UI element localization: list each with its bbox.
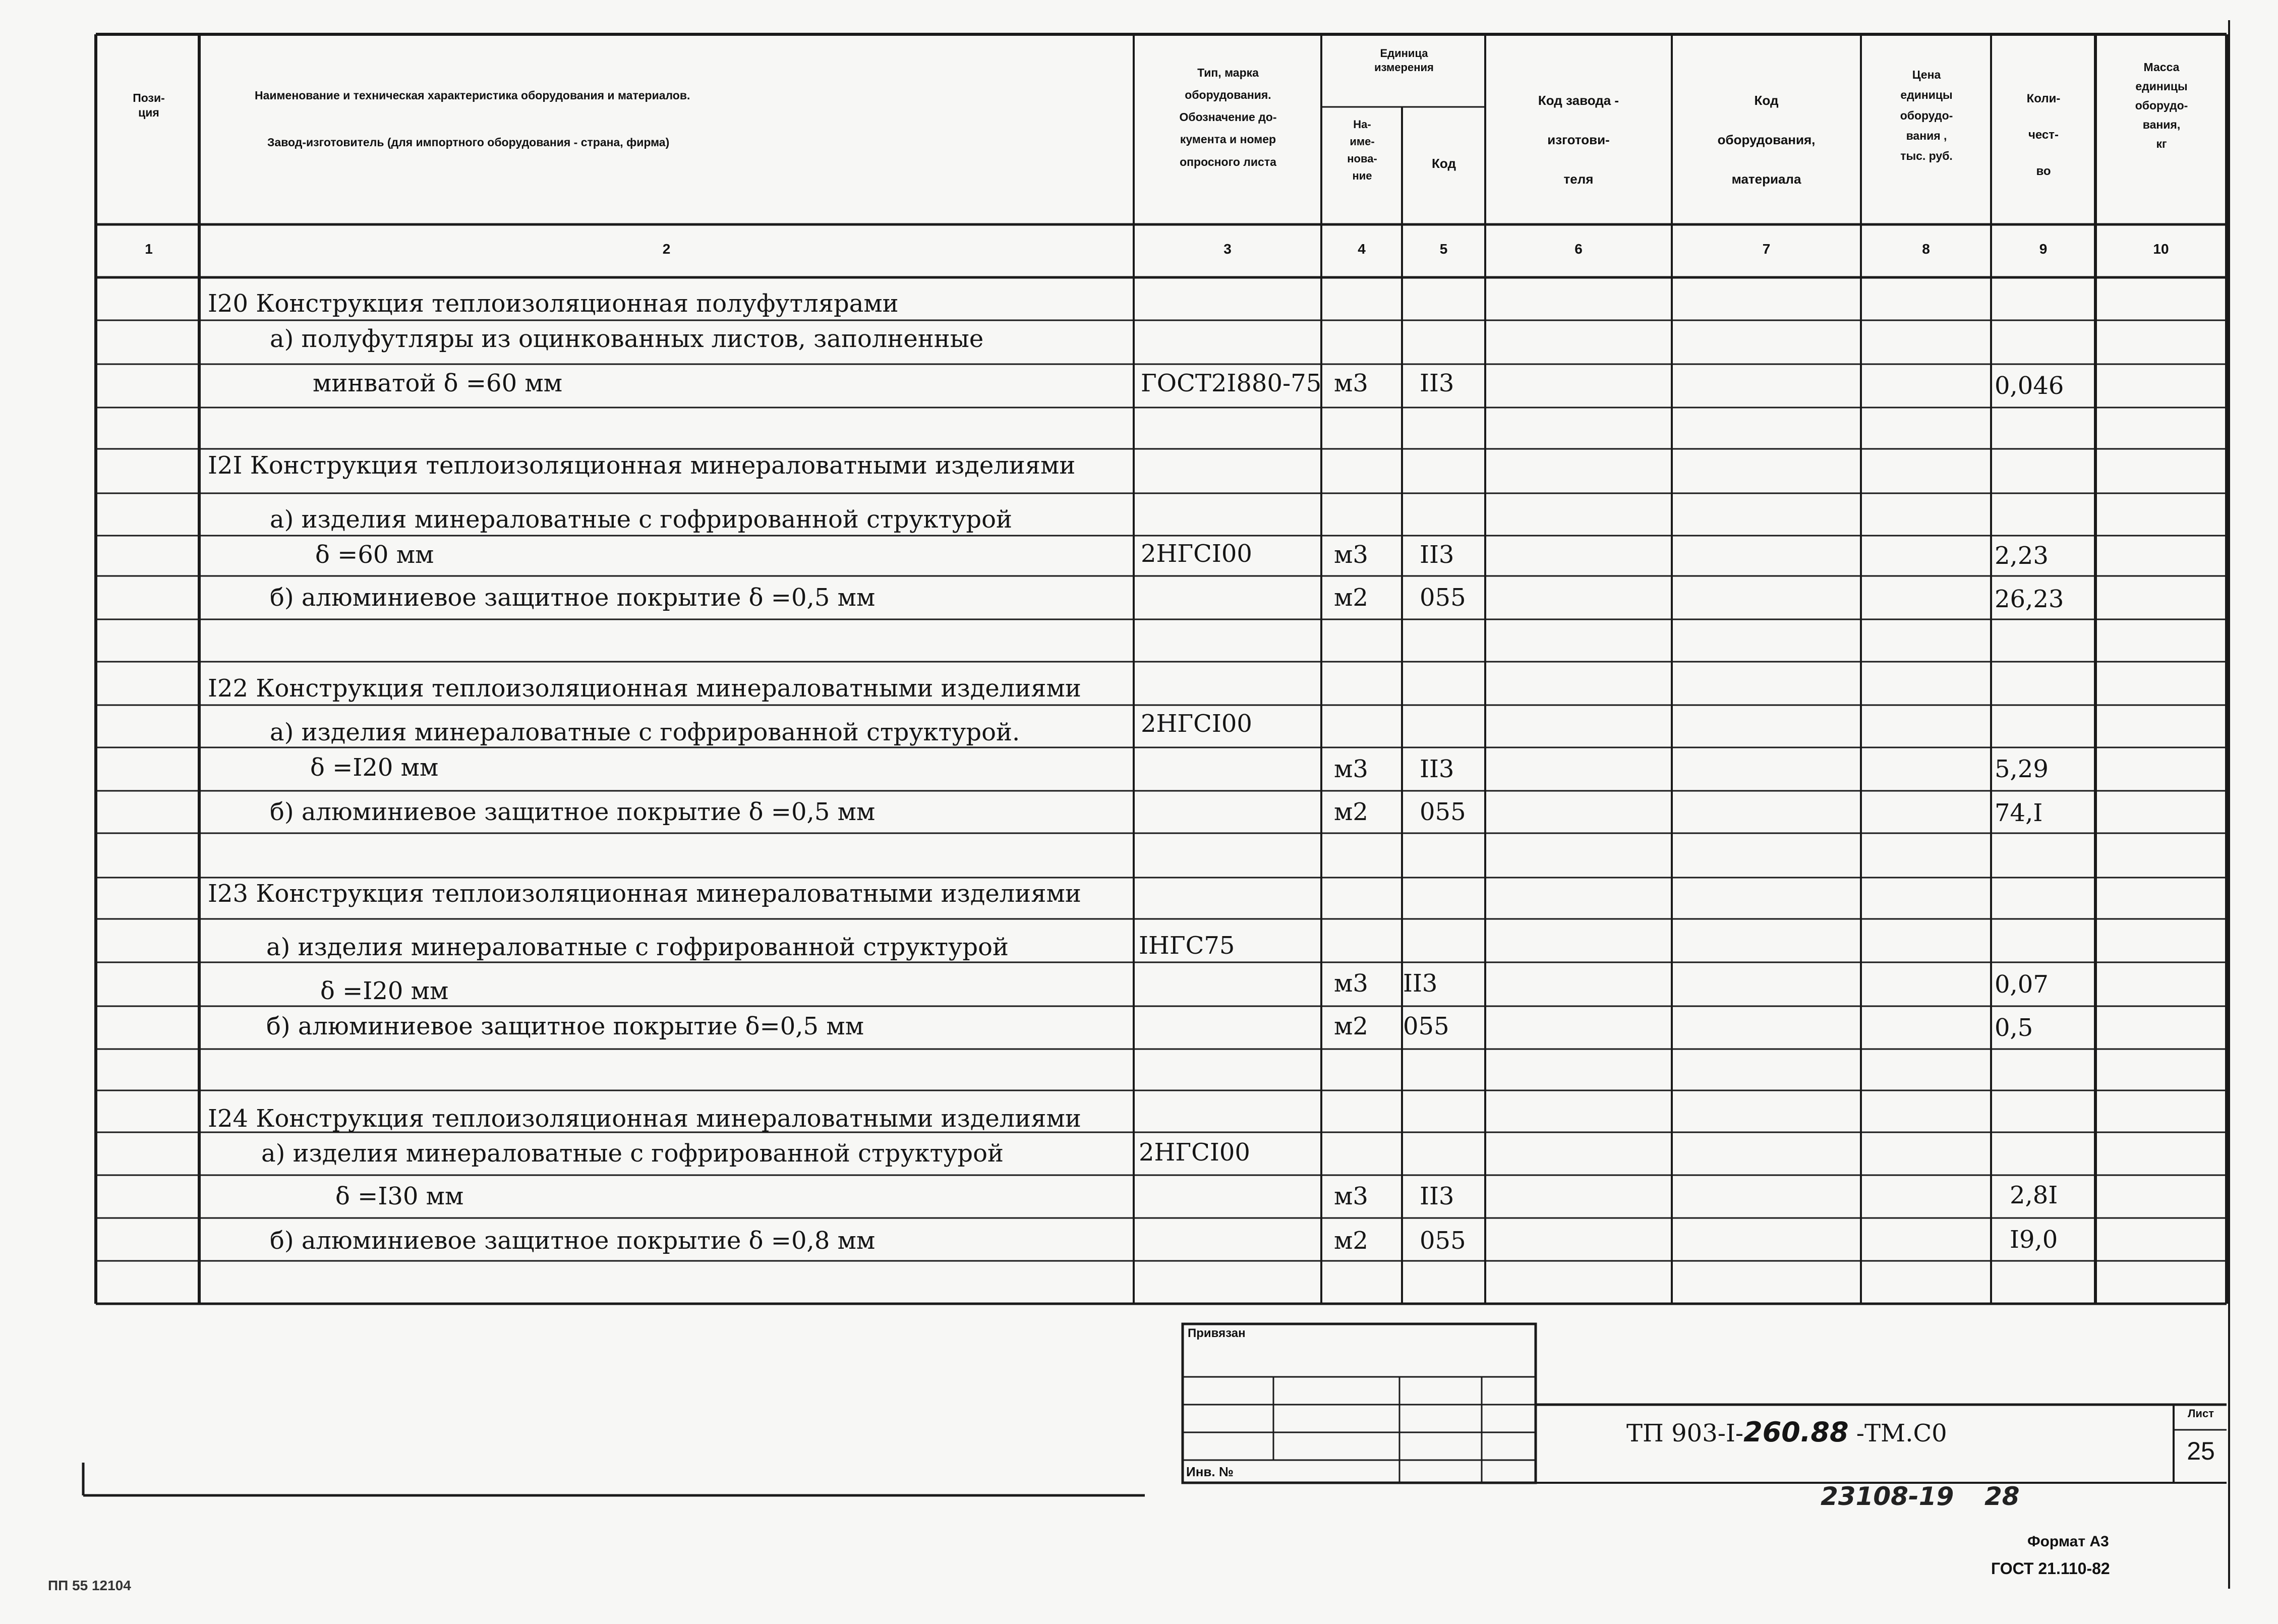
col-number-10: 10 <box>2153 241 2169 257</box>
row-122b-code: II3 <box>1420 755 1454 783</box>
row-121b-qty: 2,23 <box>1995 542 2049 570</box>
row-124a-type: 2НГСI00 <box>1139 1138 1250 1167</box>
doc-code-suffix: -ТМ.С0 <box>1848 1419 1947 1447</box>
row-121c-name: б) алюминиевое защитное покрытие δ =0,5 мм <box>270 584 875 612</box>
col-number-1: 1 <box>145 241 153 257</box>
col-number-7: 7 <box>1762 241 1771 257</box>
col-number-5: 5 <box>1439 241 1448 257</box>
row-121a-name: а) изделия минераловатные с гофрированной структурой <box>270 505 1012 534</box>
doc-code-prefix: ТП 903-I- <box>1626 1419 1744 1447</box>
row-120-title: I20 Конструкция теплоизоляционная полуфутлярами <box>208 289 899 318</box>
stamp-privyazan: Привязан <box>1188 1326 1246 1340</box>
row-123c-qty: 0,5 <box>1995 1014 2033 1042</box>
row-124b-unit: м3 <box>1334 1182 1368 1210</box>
row-124c-qty: I9,0 <box>2010 1226 2058 1254</box>
header-unit-name: На- име- нова- ние <box>1347 118 1377 183</box>
footer-handwritten-page: 28 <box>1984 1482 2020 1511</box>
header-name-line1: Наименование и техническая характеристика оборудования и материалов. <box>255 89 690 102</box>
row-122c-name: б) алюминиевое защитное покрытие δ =0,5 мм <box>270 798 875 826</box>
row-123b-name: δ =I20 мм <box>320 977 449 1005</box>
stamp-inv-no: Инв. № <box>1186 1464 1234 1479</box>
header-mass: Масса единицы оборудо- вания, кг <box>2135 61 2188 150</box>
sheet-number: 25 <box>2187 1437 2215 1465</box>
row-120b-name: минватой δ =60 мм <box>313 369 563 397</box>
row-122b-name: δ =I20 мм <box>310 753 439 782</box>
col-number-3: 3 <box>1223 241 1232 257</box>
row-122a-name: а) изделия минераловатные с гофрированной структурой. <box>270 718 1020 746</box>
header-unit-group: Единица измерения <box>1374 47 1434 74</box>
row-123b-code: II3 <box>1403 969 1438 998</box>
header-factory-code: Код завода - изготови- теля <box>1538 93 1619 187</box>
row-124b-qty: 2,8I <box>2010 1181 2058 1209</box>
row-122c-qty: 74,I <box>1995 799 2043 827</box>
row-124c-unit: м2 <box>1334 1227 1368 1255</box>
col-number-4: 4 <box>1358 241 1366 257</box>
row-121-title: I2I Конструкция теплоизоляционная минераловатными изделиями <box>208 451 1076 480</box>
row-123a-name: а) изделия минераловатные с гофрированной структурой <box>266 933 1009 961</box>
row-123c-name: б) алюминиевое защитное покрытие δ=0,5 мм <box>266 1012 864 1040</box>
header-price: Цена единицы оборудо- вания , тыс. руб. <box>1900 68 1953 162</box>
row-122b-unit: м3 <box>1334 755 1368 783</box>
header-pos: Пози- ция <box>133 91 165 119</box>
header-unit-code: Код <box>1432 156 1456 171</box>
row-122c-code: 055 <box>1420 798 1466 826</box>
row-120a-name: а) полуфутляры из оцинкованных листов, заполненные <box>270 325 984 353</box>
row-121c-code: 055 <box>1420 584 1466 612</box>
row-120b-code: II3 <box>1420 369 1454 397</box>
row-123a-type: IНГС75 <box>1139 932 1235 960</box>
row-121b-unit: м3 <box>1334 541 1368 569</box>
footer-handwritten-number: 23108-19 <box>1821 1482 1954 1511</box>
row-124b-code: II3 <box>1420 1182 1454 1210</box>
header-qty: Коли- чест- во <box>2026 92 2061 178</box>
col-number-9: 9 <box>2039 241 2048 257</box>
col-number-2: 2 <box>662 241 671 257</box>
header-type: Тип, марка оборудования. Обозначение до- кумента и номер опросного листа <box>1179 66 1277 168</box>
row-122a-type: 2НГСI00 <box>1141 710 1252 738</box>
col-number-8: 8 <box>1922 241 1930 257</box>
row-121b-type: 2НГСI00 <box>1141 540 1252 568</box>
row-123c-unit: м2 <box>1334 1012 1368 1040</box>
doc-code <box>1626 1416 1947 1448</box>
row-123b-qty: 0,07 <box>1995 970 2049 999</box>
row-123-title: I23 Конструкция теплоизоляционная минераловатными изделиями <box>208 880 1081 908</box>
row-122b-qty: 5,29 <box>1995 755 2049 783</box>
col-number-6: 6 <box>1574 241 1583 257</box>
row-120b-unit: м3 <box>1334 369 1368 397</box>
row-120b-type: ГОСТ2I880-75 <box>1141 369 1322 397</box>
sheet-label: Лист <box>2188 1407 2214 1420</box>
row-121b-name: δ =60 мм <box>315 541 434 569</box>
row-122c-unit: м2 <box>1334 798 1368 826</box>
row-124c-code: 055 <box>1420 1227 1466 1255</box>
row-121b-code: II3 <box>1420 541 1454 569</box>
row-121c-unit: м2 <box>1334 584 1368 612</box>
footer-gost: ГОСТ 21.110-82 <box>1991 1559 2110 1578</box>
row-123b-unit: м3 <box>1334 969 1368 998</box>
row-124b-name: δ =I30 мм <box>335 1182 464 1210</box>
doc-code-handwritten: 260.88 <box>1743 1416 1849 1448</box>
row-120b-qty: 0,046 <box>1995 372 2064 400</box>
footer-corner-code: ПП 55 12104 <box>48 1578 131 1593</box>
row-122-title: I22 Конструкция теплоизоляционная минераловатными изделиями <box>208 674 1081 703</box>
header-name-line2: Завод-изготовитель (для импортного оборудования - страна, фирма) <box>267 136 670 149</box>
row-124-title: I24 Конструкция теплоизоляционная минераловатными изделиями <box>208 1105 1081 1133</box>
row-124c-name: б) алюминиевое защитное покрытие δ =0,8 мм <box>270 1227 875 1255</box>
row-123c-code: 055 <box>1403 1012 1449 1040</box>
header-equipment-code: Код оборудования, материала <box>1717 93 1816 187</box>
footer-format: Формат А3 <box>2027 1533 2109 1550</box>
row-121c-qty: 26,23 <box>1995 585 2064 613</box>
row-124a-name: а) изделия минераловатные с гофрированной структурой <box>261 1139 1004 1168</box>
